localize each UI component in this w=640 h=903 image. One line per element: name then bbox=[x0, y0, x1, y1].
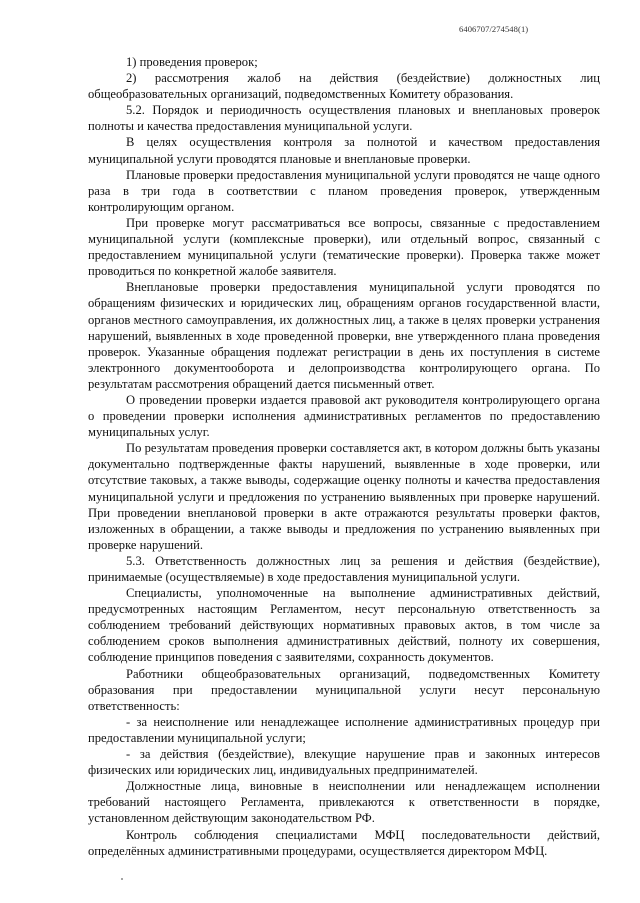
paragraph-employees-responsibility: Работники общеобразовательных организаций, подведомственных Комитету образования при предоставлении муниципальной услуги несут персональную ответственность: bbox=[88, 666, 600, 713]
paragraph-mfc-control: Контроль соблюдения специалистами МФЦ последовательности действий, определённых административными процедурами, осуществляется директором МФЦ. bbox=[88, 827, 600, 858]
paragraph-item-2: 2) рассмотрения жалоб на действия (бездействие) должностных лиц общеобразовательных организаций, подведомственных Комитету образования. bbox=[88, 71, 600, 102]
paragraph-check-results: По результатам проведения проверки составляется акт, в котором должны быть указаны документально подтвержденные факты нарушений, выявленные в ходе проверки, или отсутствие таковых, а также выводы, содержащие оценку полноты и качества предоставления муниципальной услуги и предложения по устранению выявленных при проверке нарушений. При проведении внеплановой проверки в акте отражаются результаты проверки фактов, изложенных в обращении, а также выводы и предложения по устранению выявленных при проверке нарушений. bbox=[88, 441, 600, 552]
paragraph-check-scope: При проверке могут рассматриваться все вопросы, связанные с предоставлением муниципальной услуги (комплексные проверки), или отдельный вопрос, связанный с предоставлением муниципальной услуги (тематические проверки). Проверка также может проводиться по конкретной жалобе заявителя. bbox=[88, 215, 600, 279]
scan-speck bbox=[121, 878, 123, 880]
document-body bbox=[88, 54, 600, 859]
document-number: 6406707/274548(1) bbox=[459, 24, 529, 34]
paragraph-unplanned-checks: Внеплановые проверки предоставления муниципальной услуги проводятся по обращениям физических и юридических лиц, обращениям органов государственной власти, органов местного самоуправления, их должностных лиц, а также в целях проверки устранения нарушений, выявленных в ходе проведенной проверки, вне утвержденного плана проведения проверок. Указанные обращения подлежат регистрации в день их поступления в системе электронного документооборота и делопроизводства контролирующего органа. По результатам рассмотрения обращений дается письменный ответ. bbox=[88, 280, 600, 391]
paragraph-legal-act: О проведении проверки издается правовой акт руководителя контролирующего органа о проведении проверки исполнения административных регламентов по предоставлению муниципальных услуг. bbox=[88, 392, 600, 440]
paragraph-officials-liability: Должностные лица, виновные в неисполнении или ненадлежащем исполнении требований настоящего Регламента, привлекаются к ответственности в порядке, установленном действующим законодательством РФ. bbox=[88, 779, 600, 826]
paragraph-item-1: 1) проведения проверок; bbox=[126, 55, 258, 69]
list-item-actions: - за действия (бездействие), влекущие нарушение прав и законных интересов физических или юридических лиц, индивидуальных предпринимателей. bbox=[88, 747, 600, 778]
list-item-procedures: - за неисполнение или ненадлежащее исполнение административных процедур при предоставлении муниципальной услуги; bbox=[88, 714, 600, 745]
paragraph-control-purpose: В целях осуществления контроля за полнотой и качеством предоставления муниципальной услуги проводятся плановые и внеплановые проверки. bbox=[88, 135, 600, 166]
paragraph-section-5-2: 5.2. Порядок и периодичность осуществления плановых и внеплановых проверок полноты и качества предоставления муниципальной услуги. bbox=[88, 103, 600, 134]
paragraph-section-5-3: 5.3. Ответственность должностных лиц за решения и действия (бездействие), принимаемые (осуществляемые) в ходе предоставления муниципальной услуги. bbox=[88, 553, 600, 584]
paragraph-planned-checks: Плановые проверки предоставления муниципальной услуги проводятся не чаще одного раза в три года в соответствии с планом проведения проверок, утвержденным контролирующим органом. bbox=[88, 167, 600, 214]
paragraph-specialists-responsibility: Специалисты, уполномоченные на выполнение административных действий, предусмотренных настоящим Регламентом, несут персональную ответственность за соблюдением требований действующих нормативных правовых актов, в том числе за соблюдением сроков выполнения административных действий, полноту их совершения, соблюдение принципов поведения с заявителями, сохранность документов. bbox=[88, 586, 600, 665]
